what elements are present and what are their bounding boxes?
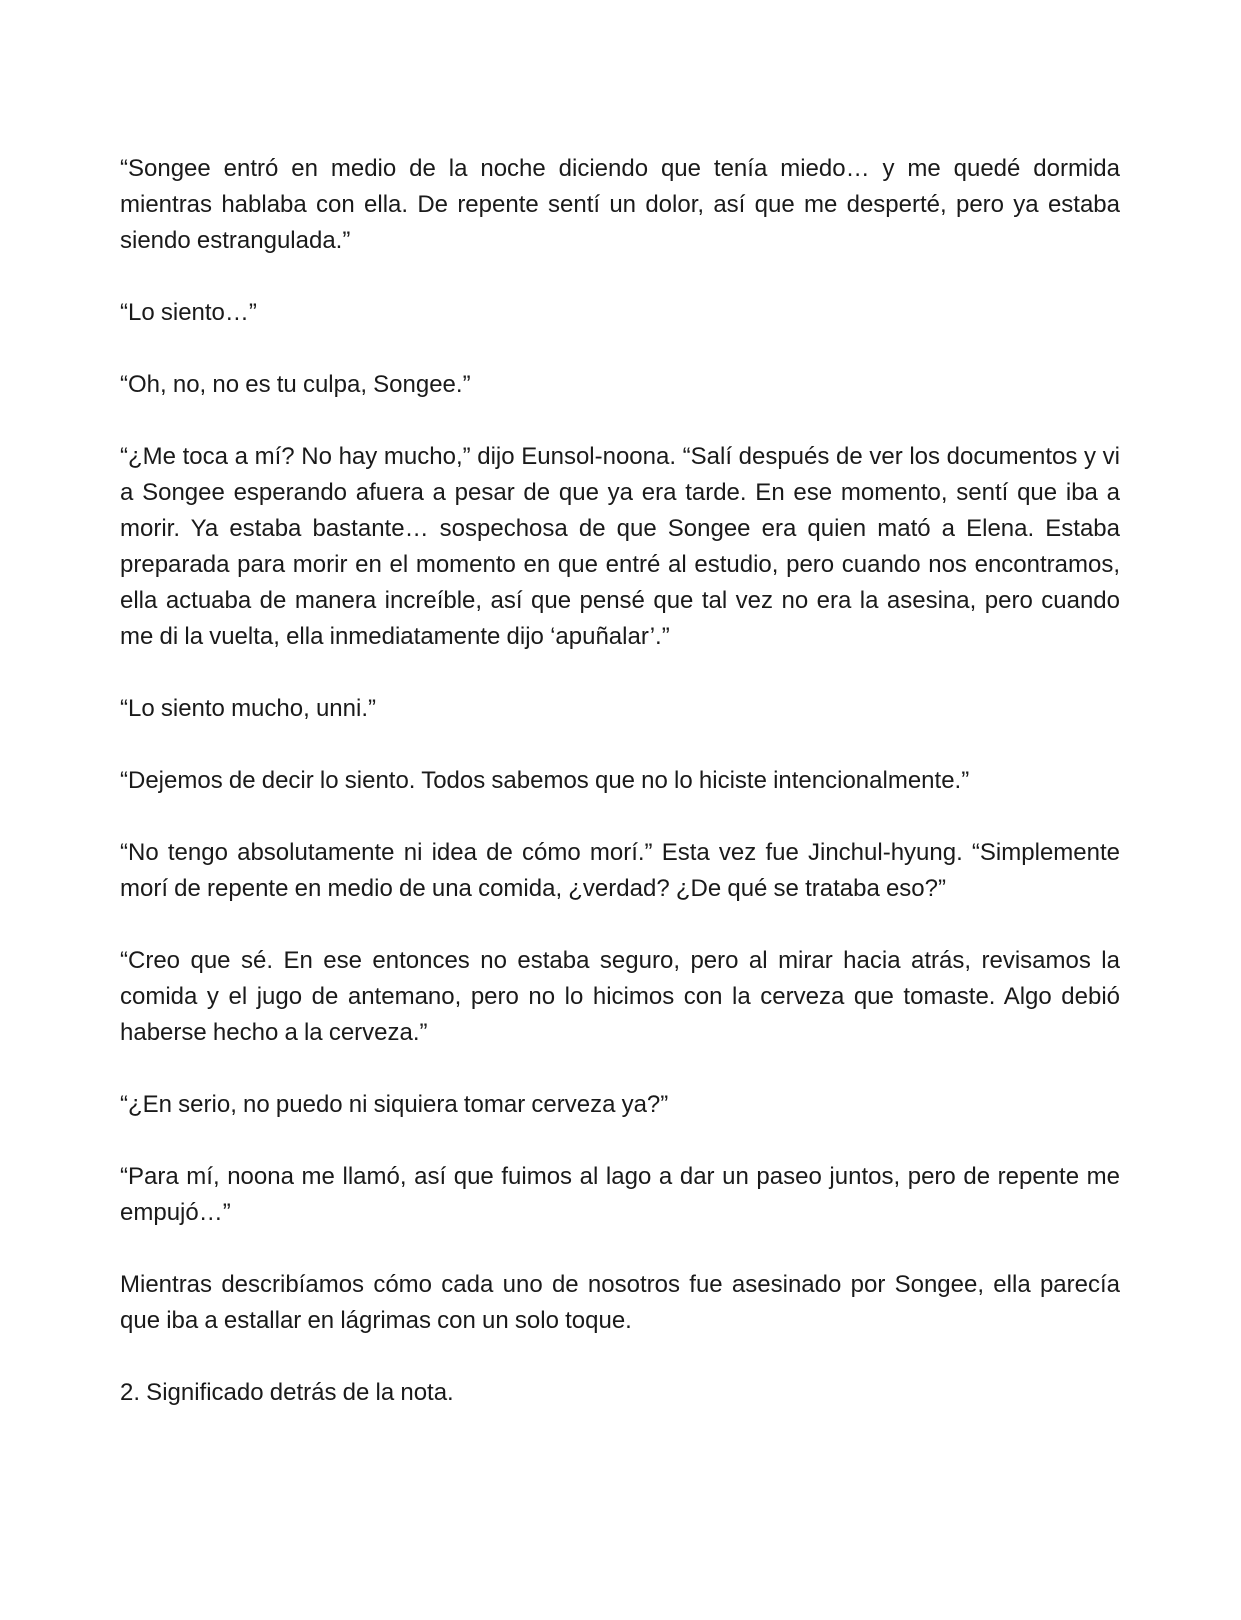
paragraph-2: “Lo siento…” bbox=[120, 299, 257, 326]
paragraph-5: “Lo siento mucho, unni.” bbox=[120, 695, 376, 722]
document-body bbox=[120, 151, 1120, 1411]
paragraph-3: “Oh, no, no es tu culpa, Songee.” bbox=[120, 371, 471, 398]
paragraph-4: “¿Me toca a mí? No hay mucho,” dijo Eunsol-noona. “Salí después de ver los documentos y vi a Songee esperando afuera a pesar de que ya era tarde. En ese momento, sentí que iba a morir. Ya estaba bastante… sospechosa de que Songee era quien mató a Elena. Estaba preparada para morir en el momento en que entré al estudio, pero cuando nos encontramos, ella actuaba de manera increíble, así que pensé que tal vez no era la asesina, pero cuando me di la vuelta, ella inmediatamente dijo ‘apuñalar’.” bbox=[120, 443, 1120, 650]
paragraph-11: Mientras describíamos cómo cada uno de nosotros fue asesinado por Songee, ella parecía que iba a estallar en lágrimas con un solo toque. bbox=[120, 1271, 1120, 1334]
section-heading: 2. Significado detrás de la nota. bbox=[120, 1379, 454, 1406]
paragraph-10: “Para mí, noona me llamó, así que fuimos al lago a dar un paseo juntos, pero de repente me empujó…” bbox=[120, 1163, 1120, 1226]
paragraph-7: “No tengo absolutamente ni idea de cómo morí.” Esta vez fue Jinchul-hyung. “Simplemente morí de repente en medio de una comida, ¿verdad? ¿De qué se trataba eso?” bbox=[120, 839, 1120, 902]
paragraph-9: “¿En serio, no puedo ni siquiera tomar cerveza ya?” bbox=[120, 1091, 669, 1118]
paragraph-6: “Dejemos de decir lo siento. Todos sabemos que no lo hiciste intencionalmente.” bbox=[120, 767, 970, 794]
paragraph-8: “Creo que sé. En ese entonces no estaba seguro, pero al mirar hacia atrás, revisamos la comida y el jugo de antemano, pero no lo hicimos con la cerveza que tomaste. Algo debió haberse hecho a la cerveza.” bbox=[120, 947, 1120, 1046]
paragraph-1: “Songee entró en medio de la noche diciendo que tenía miedo… y me quedé dormida mientras hablaba con ella. De repente sentí un dolor, así que me desperté, pero ya estaba siendo estrangulada.” bbox=[120, 155, 1120, 254]
